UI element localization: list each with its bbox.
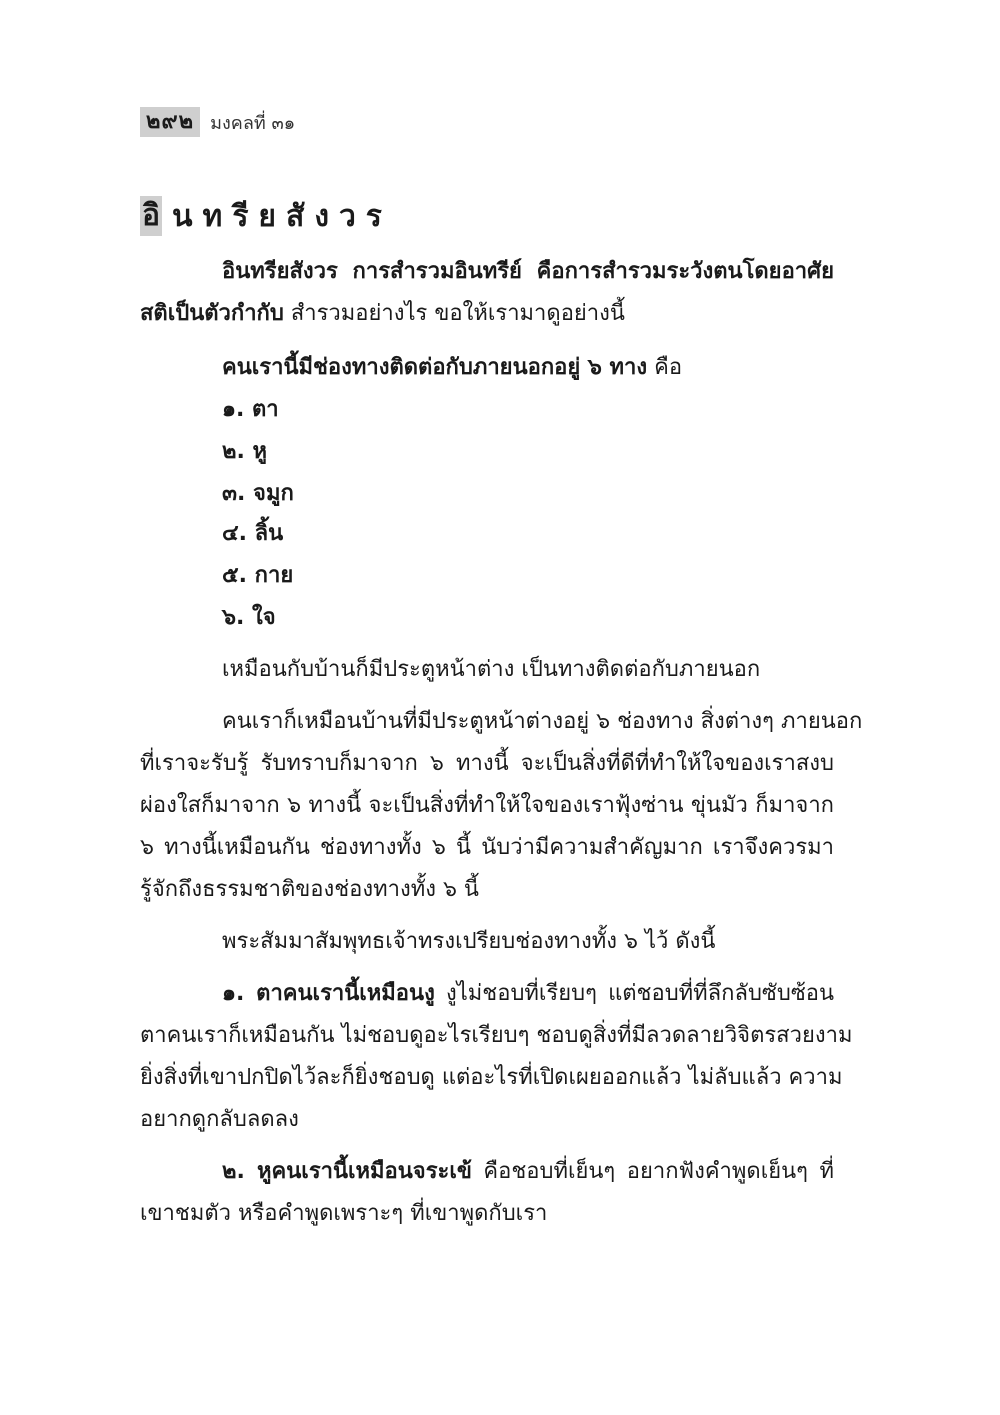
list-item: ๖. ใจ — [222, 605, 276, 630]
paragraph-2-line-5: รู้จักถึงธรรมชาติของช่องทางทั้ง ๖ นี้ — [140, 877, 479, 902]
list-item: ๕. กาย — [222, 563, 294, 588]
section-title — [140, 195, 392, 237]
intro-line-2 — [140, 296, 834, 332]
paragraph-3: พระสัมมาสัมพุทธเจ้าทรงเปรียบช่องทางทั้ง ๖ ไว้ ดังนี้ — [222, 929, 716, 954]
intro-bold-term: สติเป็นตัวกำกับ — [140, 301, 284, 326]
paragraph-2-line-3: ผ่องใสก็มาจาก ๖ ทางนี้ จะเป็นสิ่งที่ทำให้ใจของเราฟุ้งซ่าน ขุ่นมัว ก็มาจาก — [140, 793, 834, 818]
page-header — [140, 106, 295, 138]
paragraph-5-bold: ๒. หูคนเรานี้เหมือนจระเข้ — [222, 1159, 472, 1184]
list-item: ๔. ลิ้น — [222, 521, 284, 546]
paragraph-1: เหมือนกับบ้านก็มีประตูหน้าต่าง เป็นทางติดต่อกับภายนอก — [222, 657, 761, 682]
paragraph-5-line-1-rest: คือชอบที่เย็นๆ อยากฟังคำพูดเย็นๆ ที่ — [471, 1159, 834, 1184]
intro-line-1: อินทรียสังวร การสำรวมอินทรีย์ คือการสำรวมระวังตนโดยอาศัย — [222, 259, 834, 284]
paragraph-2-line-2: ที่เราจะรับรู้ รับทราบก็มาจาก ๖ ทางนี้ จะเป็นสิ่งที่ดีที่ทำให้ใจของเราสงบ — [140, 751, 834, 776]
channels-heading-rest: คือ — [647, 355, 683, 380]
running-title: มงคลที่ ๓๑ — [210, 112, 296, 134]
paragraph-4-line-3: ยิ่งสิ่งที่เขาปกปิดไว้ละก็ยิ่งชอบดู แต่อะไรที่เปิดเผยออกแล้ว ไม่ลับแล้ว ความ — [140, 1065, 843, 1090]
paragraph-4-line-2: ตาคนเราก็เหมือนกัน ไม่ชอบดูอะไรเรียบๆ ชอบดูสิ่งที่มีลวดลายวิจิตรสวยงาม — [140, 1023, 853, 1048]
paragraph-4-line-4: อยากดูกลับลดลง — [140, 1107, 299, 1132]
page-number: ๒๙๒ — [140, 107, 200, 137]
paragraph-4-line-1-rest: งูไม่ชอบที่เรียบๆ แต่ชอบที่ที่ลึกลับซับซ้อน — [434, 981, 834, 1006]
list-item: ๑. ตา — [222, 397, 279, 422]
section-title-first-letter: อิ — [140, 196, 162, 236]
paragraph-4-bold: ๑. ตาคนเรานี้เหมือนงู — [222, 981, 435, 1006]
list-item: ๓. จมูก — [222, 481, 294, 506]
section-title-rest: นทรียสังวร — [172, 198, 392, 234]
paragraph-5-line-1 — [222, 1154, 834, 1190]
paragraph-2-line-4: ๖ ทางนี้เหมือนกัน ช่องทางทั้ง ๖ นี้ นับว่ามีความสำคัญมาก เราจึงควรมา — [140, 835, 834, 860]
paragraph-2-line-1: คนเราก็เหมือนบ้านที่มีประตูหน้าต่างอยู่ ๖ ช่องทาง สิ่งต่างๆ ภายนอก — [222, 709, 863, 734]
paragraph-4-line-1 — [222, 976, 834, 1012]
paragraph-5-line-2: เขาชมตัว หรือคำพูดเพราะๆ ที่เขาพูดกับเรา — [140, 1201, 548, 1226]
channels-heading-bold: คนเรานี้มีช่องทางติดต่อกับภายนอกอยู่ ๖ ทาง — [222, 355, 648, 380]
intro-rest: สำรวมอย่างไร ขอให้เรามาดูอย่างนี้ — [283, 301, 625, 326]
channels-heading — [222, 350, 834, 386]
list-item: ๒. หู — [222, 439, 268, 464]
